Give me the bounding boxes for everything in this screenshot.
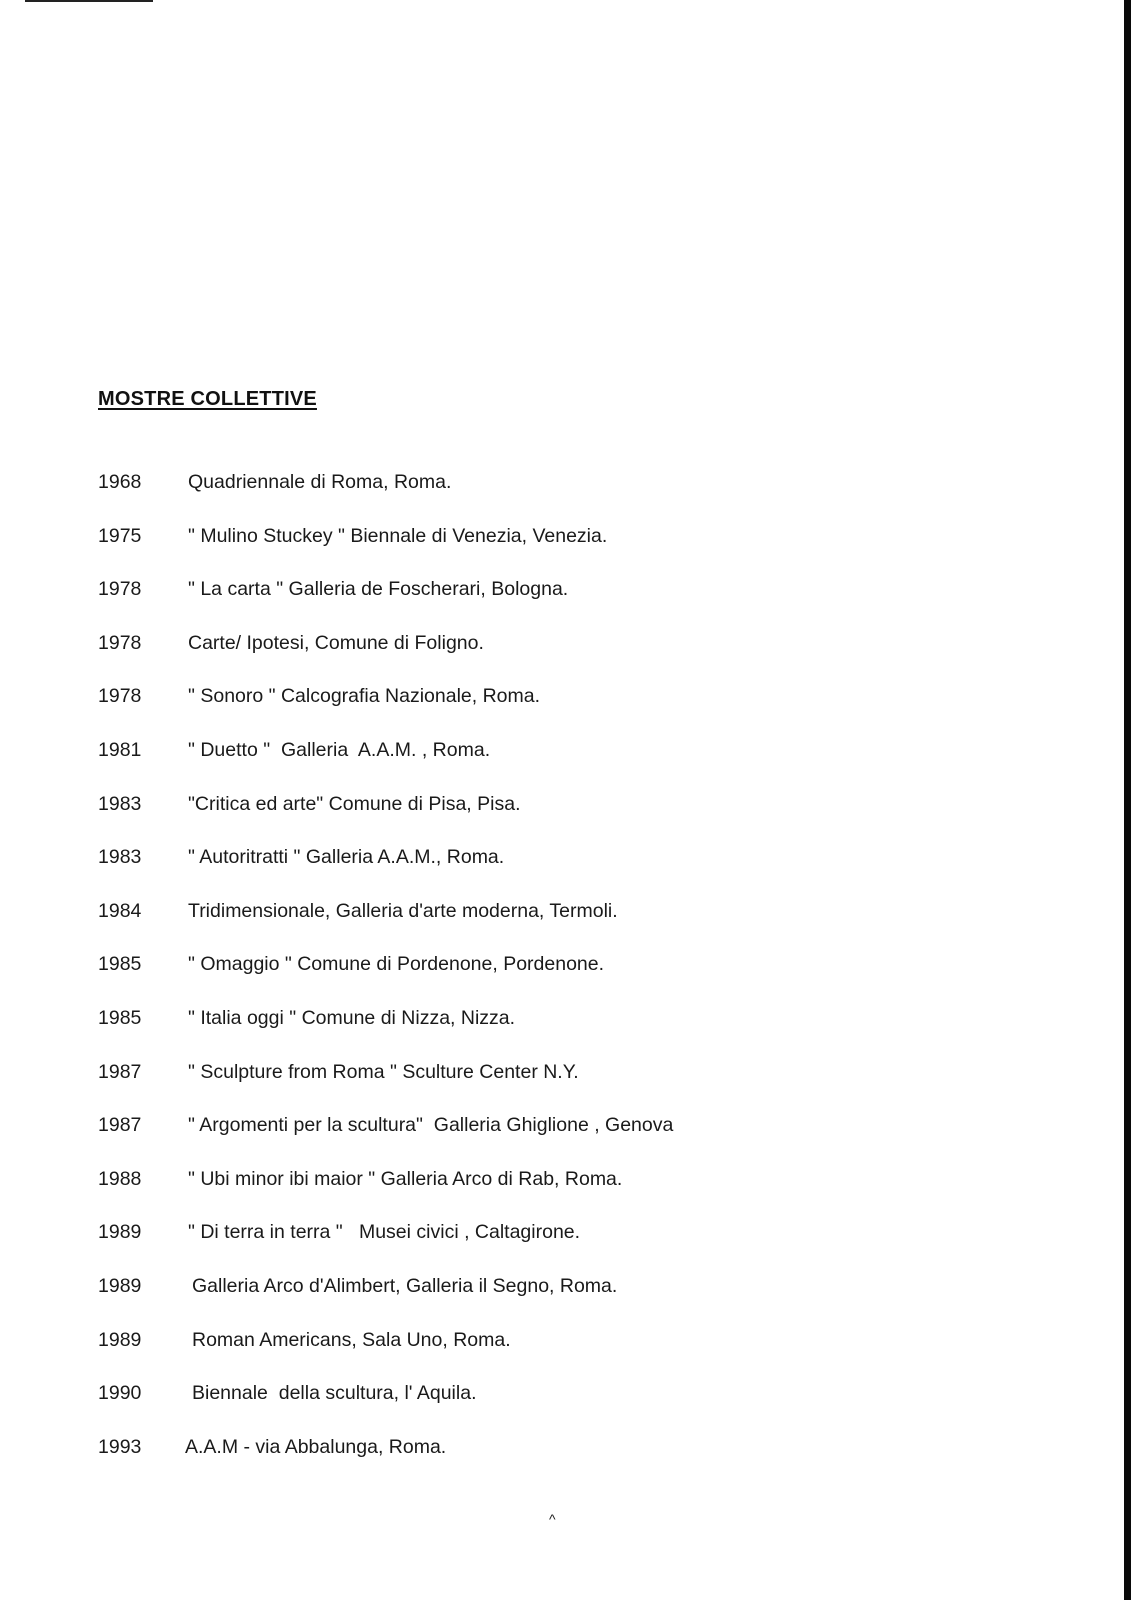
entry-year: 1978 [98, 631, 142, 654]
entry-description: " Duetto " Galleria A.A.M. , Roma. [188, 738, 491, 761]
entry-year: 1989 [98, 1221, 142, 1244]
entry-year: 1987 [98, 1060, 142, 1083]
entry-description: Tridimensionale, Galleria d'arte moderna, Termoli. [188, 899, 618, 922]
entry-year: 1981 [98, 738, 142, 761]
entry-year: 1983 [98, 846, 142, 869]
scan-artifact-top [25, 0, 153, 2]
entry-description: " Omaggio " Comune di Pordenone, Pordenone. [188, 953, 605, 976]
entry-year: 1989 [98, 1274, 142, 1297]
entry-description: Galleria Arco d'Alimbert, Galleria il Segno, Roma. [192, 1274, 618, 1297]
entry-description: Biennale della scultura, l' Aquila. [192, 1382, 477, 1405]
entry-description: Quadriennale di Roma, Roma. [188, 471, 452, 493]
entry-year: 1975 [98, 524, 142, 547]
entry-year: 1978 [98, 685, 142, 708]
entry-description: " Autoritratti " Galleria A.A.M., Roma. [188, 846, 505, 869]
entry-year: 1989 [98, 1328, 142, 1351]
entry-description: " La carta " Galleria de Foscherari, Bologna. [188, 578, 569, 601]
entry-year: 1968 [98, 471, 142, 493]
entry-year: 1978 [98, 578, 142, 601]
entry-year: 1985 [98, 953, 142, 976]
entry-description: " Ubi minor ibi maior " Galleria Arco di Rab, Roma. [188, 1167, 623, 1190]
section-heading: MOSTRE COLLETTIVE [98, 388, 317, 410]
entry-description: " Sculpture from Roma " Sculture Center N.Y. [188, 1060, 579, 1083]
entry-year: 1984 [98, 899, 142, 922]
entry-description: " Sonoro " Calcografia Nazionale, Roma. [188, 685, 541, 708]
entry-description: " Italia oggi " Comune di Nizza, Nizza. [188, 1006, 516, 1029]
entry-year: 1985 [98, 1006, 142, 1029]
entry-description: A.A.M - via Abbalunga, Roma. [185, 1435, 447, 1458]
entry-year: 1990 [98, 1382, 142, 1405]
page-mark: ^ [549, 1511, 556, 1527]
entry-description: "Critica ed arte" Comune di Pisa, Pisa. [188, 792, 521, 815]
entry-description: Carte/ Ipotesi, Comune di Foligno. [188, 631, 484, 654]
entry-description: " Mulino Stuckey " Biennale di Venezia, Venezia. [188, 524, 608, 547]
entry-year: 1983 [98, 792, 142, 815]
entry-description: Roman Americans, Sala Uno, Roma. [192, 1328, 511, 1351]
entry-description: " Argomenti per la scultura" Galleria Ghiglione , Genova [188, 1114, 674, 1137]
entry-year: 1993 [98, 1435, 142, 1458]
entry-year: 1987 [98, 1114, 142, 1137]
entry-description: " Di terra in terra " Musei civici , Caltagirone. [188, 1221, 581, 1244]
scan-edge-border [1124, 0, 1131, 1600]
entry-year: 1988 [98, 1167, 142, 1190]
